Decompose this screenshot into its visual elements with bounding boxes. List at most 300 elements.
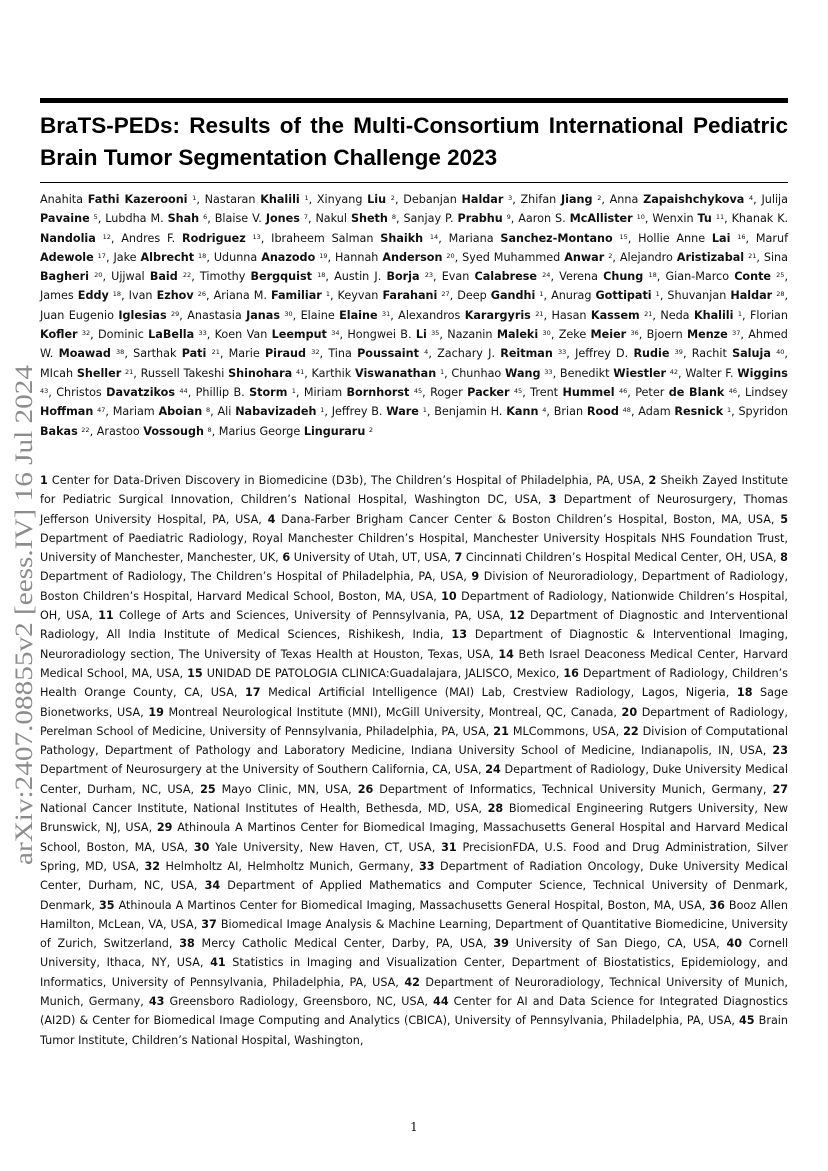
author: [610, 193, 754, 206]
author-given-name: Nazanin: [447, 328, 493, 342]
affiliation-number: 39: [493, 937, 509, 951]
affiliation: [144, 860, 413, 873]
author-given-name: Deep: [457, 289, 487, 303]
author-given-name: Ivan: [128, 289, 153, 303]
affiliation-list: [40, 471, 788, 1050]
affiliation-number: 17: [245, 686, 261, 700]
author: [129, 289, 206, 302]
author: [304, 386, 422, 399]
author-given-name: Hongwei B.: [347, 328, 412, 342]
author: [462, 251, 612, 264]
author-affiliation-mark: 47: [97, 406, 106, 415]
author-affiliation-mark: 3: [508, 194, 513, 202]
author-family-name: Menze: [686, 328, 728, 342]
author: [692, 347, 785, 360]
author-given-name: Marie: [228, 347, 260, 361]
author: [560, 367, 678, 380]
author-given-name: Sina: [763, 250, 788, 264]
author-affiliation-mark: 21: [644, 309, 653, 318]
author-affiliation-mark: 35: [431, 329, 440, 338]
author-affiliation-mark: 11: [715, 213, 725, 222]
author-given-name: Ujjwal: [111, 270, 145, 284]
author-family-name: Sheller: [76, 366, 122, 380]
author-given-name: Khanak K.: [731, 212, 789, 226]
author-family-name: Piraud: [264, 347, 307, 361]
affiliation-text: UNIDAD DE PATOLOGIA CLINICA:Guadalajara, JALISCO, Mexico,: [206, 666, 560, 680]
affiliation: [149, 995, 428, 1008]
author-family-name: LaBella: [148, 328, 195, 342]
affiliation-text: Brain Tumor Institute, Children’s National Hospital, Washington,: [40, 1014, 789, 1047]
author-family-name: Familiar: [271, 289, 322, 303]
author: [434, 405, 546, 418]
author-affiliation-mark: 1: [539, 290, 544, 299]
author: [111, 270, 191, 283]
affiliation-number: 7: [454, 551, 463, 565]
author-family-name: McAllister: [569, 212, 633, 226]
author-given-name: Ariana M.: [213, 289, 267, 303]
author-family-name: Rodriguez: [181, 231, 246, 245]
affiliation-text: Division of Neuroradiology, Department of Radiology, Boston Children’s Hospital, Harvard Medical School, Boston, MA, USA,: [40, 570, 788, 603]
affiliation: [358, 783, 767, 796]
affiliation-text: Athinoula A Martinos Center for Biomedical Imaging, Massachusetts General Hospital and Harvard Medical School, Boston, MA, USA,: [40, 821, 788, 854]
author: [635, 386, 737, 399]
author: [667, 289, 784, 302]
author-affiliation-mark: 31: [381, 309, 391, 318]
affiliation-text: Department of Radiology, Nationwide Children’s Hospital, OH, USA,: [40, 589, 788, 623]
author: [97, 425, 212, 438]
affiliation-text: Cornell University, Ithaca, NY, USA,: [40, 937, 789, 970]
author-given-name: Anurag: [551, 289, 592, 303]
author: [447, 328, 551, 341]
affiliation-text: Department of Radiology, Duke University Medical Center, Durham, NC, USA,: [40, 763, 788, 796]
affiliation-number: 13: [451, 628, 467, 642]
author-affiliation-mark: 8: [391, 213, 396, 222]
affiliation-text: Department of Radiology, Perelman School of Medicine, University of Pennsylvania, Philadelphia, PA, USA,: [40, 705, 788, 738]
affiliation-number: 44: [433, 995, 449, 1009]
affiliation-number: 25: [200, 782, 216, 796]
author: [196, 386, 296, 399]
author-affiliation-mark: 1: [304, 194, 309, 202]
author-given-name: Bjoern: [646, 328, 683, 342]
author: [200, 270, 326, 283]
arxiv-watermark-text: arXiv:2407.08855v2 [eess.IV] 16 Jul 2024: [11, 437, 38, 865]
author: [530, 386, 627, 399]
affiliation: [200, 783, 352, 796]
affiliation-text: Mayo Clinic, MN, USA,: [221, 782, 352, 796]
author-family-name: Anderson: [382, 250, 443, 264]
author-family-name: Haldar: [730, 289, 773, 303]
author-family-name: Khalili: [693, 308, 734, 322]
author-affiliation-mark: 21: [211, 348, 220, 357]
author-family-name: Kassem: [590, 308, 640, 322]
affiliation-number: 42: [404, 975, 420, 989]
author-affiliation-mark: 45: [513, 386, 523, 395]
author-given-name: Peter: [635, 385, 665, 399]
author-given-name: Zeke: [558, 328, 587, 342]
author-given-name: Spyridon: [738, 405, 789, 419]
affiliation-text: Department of Neurosurgery at the University of Southern California, CA, USA,: [40, 763, 482, 777]
affiliation-text: Sheikh Zayed Institute for Pediatric Surgical Innovation, Children’s National Hospital, Washington DC, USA,: [40, 474, 789, 507]
affiliation-text: Biomedical Image Analysis & Machine Learning, Department of Quantitative Biomedicine, University of Zurich, Switzerland,: [40, 917, 788, 951]
author-given-name: Andres F.: [121, 231, 176, 245]
author-given-name: Dominic: [98, 328, 144, 342]
author-affiliation-mark: 1: [737, 309, 742, 318]
affiliation-number: 9: [471, 570, 480, 584]
author-family-name: Conte: [734, 270, 772, 284]
author: [620, 251, 757, 264]
author-affiliation-mark: 10: [636, 213, 645, 222]
author-family-name: Tu: [697, 212, 712, 226]
author-given-name: Wenxin: [652, 212, 694, 226]
author-family-name: Wiggins: [737, 366, 788, 380]
author-family-name: Calabrese: [474, 270, 538, 284]
author: [301, 309, 391, 322]
author-affiliation-mark: 13: [252, 232, 261, 241]
affiliation-text: Department of Paediatric Radiology, Royal Manchester Children’s Hospital, Manchester University Hospitals NHS Foundation Trust, University of Manchester, Manchester, UK,: [40, 531, 788, 565]
affiliation: [282, 551, 450, 564]
affiliation-number: 1: [40, 474, 48, 487]
author-given-name: Gian-Marco: [665, 270, 730, 284]
affiliation-number: 4: [267, 512, 276, 526]
author-affiliation-mark: 17: [97, 251, 106, 260]
author-affiliation-mark: 41: [295, 367, 305, 376]
author-affiliation-mark: 2: [608, 251, 613, 260]
author-given-name: Hollie Anne: [638, 231, 706, 245]
author-affiliation-mark: 18: [317, 271, 326, 280]
author: [334, 270, 433, 283]
title-rule: [40, 182, 788, 183]
author: [403, 193, 512, 206]
author: [551, 309, 652, 322]
author-affiliation-mark: 33: [544, 367, 553, 376]
author-given-name: Neda: [660, 308, 690, 322]
author-given-name: Hasan: [551, 308, 587, 322]
author-family-name: Karargyris: [464, 308, 531, 322]
author-affiliation-mark: 1: [726, 406, 732, 415]
author: [559, 270, 657, 283]
author-family-name: Shaikh: [380, 231, 424, 245]
author-given-name: Nakul: [315, 212, 347, 226]
affiliation-text: MLCommons, USA,: [512, 724, 620, 738]
affiliation-number: 34: [204, 879, 221, 893]
author-given-name: Walter F.: [685, 366, 734, 380]
author: [271, 232, 438, 245]
author: [554, 405, 631, 418]
author-given-name: Benedikt: [559, 366, 610, 380]
affiliation: [40, 474, 644, 487]
author-given-name: Mariam: [112, 405, 155, 419]
author-affiliation-mark: 33: [558, 348, 567, 357]
author-family-name: Jones: [265, 212, 300, 226]
affiliation-number: 21: [493, 724, 509, 738]
affiliation-text: Helmholtz AI, Helmholtz Munich, Germany,: [165, 859, 414, 873]
author-family-name: Chung: [603, 270, 644, 284]
affiliation-number: 41: [210, 956, 226, 970]
affiliation-number: 31: [441, 840, 457, 854]
affiliation-text: Department of Neuroradiology, Technical University of Munich, Munich, Germany,: [40, 975, 788, 1009]
affiliation-number: 16: [563, 666, 579, 680]
author-family-name: Albrecht: [140, 250, 195, 264]
author-family-name: Pavaine: [40, 212, 90, 226]
author-given-name: Maruf: [755, 231, 789, 245]
author-given-name: Miriam: [303, 385, 343, 399]
author: [214, 289, 330, 302]
author-given-name: Lindsey: [745, 385, 788, 399]
affiliation-text: Center for AI and Data Science for Integrated Diagnostics (AI2D) & Center for Biomedical Image Computing and Analytics (CBICA), University of Pennsylvania, Philadelphia, PA, USA,: [40, 995, 788, 1028]
author-given-name: Nastaran: [204, 193, 256, 206]
author-given-name: Debanjan: [403, 193, 457, 206]
affiliation-text: Medical Artificial Intelligence (MAI) Lab, Crestview Radiology, Lagos, Nigeria,: [268, 686, 730, 700]
author-given-name: Syed Muhammed: [462, 250, 561, 264]
author-affiliation-mark: 48: [622, 406, 631, 415]
author: [40, 193, 196, 206]
author: [437, 347, 566, 360]
author-family-name: Reitman: [500, 347, 553, 361]
author-family-name: Gottipati: [595, 289, 652, 303]
author: [449, 232, 628, 245]
author: [98, 328, 207, 341]
affiliation-text: Division of Computational Pathology, Department of Pathology and Laboratory Medicine, Indiana University School of Medicine, Indianapolis, IN, USA,: [40, 724, 788, 758]
affiliation-text: Montreal Neurological Institute (MNI), McGill University, Montreal, QC, Canada,: [168, 705, 617, 719]
author-family-name: Nabavizadeh: [235, 405, 317, 419]
author-given-name: Rachit: [691, 347, 727, 361]
author-affiliation-mark: 1: [320, 406, 325, 415]
author: [442, 270, 551, 283]
author-affiliation-mark: 8: [207, 425, 212, 434]
author-given-name: Jeffrey D.: [575, 347, 629, 361]
author-affiliation-mark: 21: [748, 251, 757, 260]
author-affiliation-mark: 22: [81, 425, 90, 434]
affiliation-number: 27: [772, 782, 789, 796]
author: [403, 212, 510, 225]
author-given-name: Keyvan: [337, 289, 379, 303]
author-family-name: Hoffman: [40, 405, 94, 419]
affiliation-number: 24: [485, 763, 501, 777]
affiliation: [493, 725, 619, 738]
author-family-name: Janas: [246, 308, 280, 322]
author: [214, 251, 328, 264]
affiliation-number: 36: [709, 898, 725, 912]
author-family-name: Li: [415, 328, 427, 342]
author: [133, 347, 220, 360]
author: [559, 328, 639, 341]
author-family-name: Ware: [386, 405, 419, 419]
author-given-name: James: [40, 289, 74, 303]
author-family-name: Kann: [506, 405, 539, 419]
affiliation-text: Yale University, New Haven, CT, USA,: [215, 840, 436, 854]
author-given-name: Benjamin H.: [434, 405, 503, 419]
affiliation-text: Department of Radiation Oncology, Duke University Medical Center, Durham, NC, USA,: [40, 859, 788, 893]
affiliation-number: 43: [148, 995, 165, 1009]
author-given-name: Shuvanjan: [667, 289, 727, 303]
author-given-name: Marius George: [218, 424, 301, 438]
affiliation-number: 15: [187, 666, 203, 680]
affiliation-number: 45: [739, 1014, 755, 1028]
author-affiliation-mark: 21: [535, 309, 544, 318]
affiliation-text: Statistics in Imaging and Visualization Center, Department of Biostatistics, Epidemiology, and Informatics, University of Pennsylvania, Philadelphia, PA, USA,: [40, 956, 788, 989]
affiliation-number: 22: [623, 724, 639, 738]
affiliation: [194, 841, 435, 854]
affiliation-text: Department of Neurosurgery, Thomas Jefferson University Hospital, PA, USA,: [40, 493, 788, 526]
author: [315, 212, 396, 225]
author-given-name: Ali: [217, 405, 232, 419]
affiliation-number: 6: [282, 551, 291, 565]
author-affiliation-mark: 34: [331, 329, 340, 338]
author-affiliation-mark: 1: [192, 194, 197, 202]
author-affiliation-mark: 12: [102, 232, 111, 241]
author-family-name: Maleki: [496, 328, 539, 342]
author: [518, 212, 645, 225]
affiliation-text: Cincinnati Children’s Hospital Medical Center, OH, USA,: [465, 551, 777, 565]
author-affiliation-mark: 38: [116, 348, 125, 357]
author-given-name: Alejandro: [619, 250, 673, 264]
author-given-name: Anahita: [40, 193, 84, 206]
author: [215, 328, 340, 341]
author-affiliation-mark: 37: [732, 329, 741, 338]
author-affiliation-mark: 45: [413, 386, 423, 395]
author-family-name: Vossough: [143, 424, 204, 438]
author-family-name: Jiang: [560, 193, 593, 206]
author-given-name: Sanjay P.: [403, 212, 454, 226]
affiliation: [99, 899, 705, 912]
affiliation-text: Greensboro Radiology, Greensboro, NC, USA,: [169, 995, 428, 1009]
author-family-name: Resnick: [674, 405, 724, 419]
author-given-name: Koen Van: [214, 328, 268, 342]
author-affiliation-mark: 1: [439, 367, 445, 376]
author-affiliation-mark: 29: [171, 309, 180, 318]
author-given-name: Phillip B.: [195, 385, 245, 399]
author-affiliation-mark: 22: [182, 271, 192, 280]
author-family-name: Davatzikos: [106, 385, 176, 399]
author-affiliation-mark: 9: [506, 213, 511, 222]
author: [218, 405, 325, 418]
author: [187, 309, 292, 322]
author: [665, 270, 784, 283]
author: [521, 193, 602, 206]
author-family-name: Sheth: [350, 212, 388, 226]
author-family-name: Iglesias: [118, 308, 167, 322]
author-family-name: Saluja: [732, 347, 771, 361]
affiliation-number: 2: [648, 474, 657, 487]
author-family-name: Poussaint: [357, 347, 419, 361]
author-affiliation-mark: 33: [198, 329, 207, 338]
affiliation-text: PrecisionFDA, U.S. Food and Drug Administration, Silver Spring, MD, USA,: [40, 840, 789, 873]
author-given-name: Udunna: [213, 250, 258, 264]
author-given-name: Jake: [113, 250, 137, 264]
affiliation-text: College of Arts and Sciences, University of Pennsylvania, PA, USA,: [119, 609, 504, 623]
author-given-name: Karthik: [311, 366, 352, 380]
affiliation-number: 5: [780, 512, 789, 526]
author-affiliation-mark: 42: [669, 367, 679, 376]
author-family-name: Farahani: [382, 289, 438, 303]
author-family-name: Viswanathan: [354, 366, 437, 380]
author-affiliation-mark: 1: [291, 386, 296, 395]
author-affiliation-mark: 28: [776, 290, 785, 299]
affiliation-text: University of San Diego, CA, USA,: [515, 937, 720, 951]
affiliation-number: 32: [144, 859, 161, 873]
author-affiliation-mark: 16: [737, 232, 746, 241]
author-family-name: Storm: [249, 385, 288, 399]
author-family-name: Eddy: [77, 289, 109, 303]
author-family-name: Shinohara: [228, 366, 293, 380]
author-affiliation-mark: 30: [542, 329, 551, 338]
affiliation-text: Athinoula A Martinos Center for Biomedical Imaging, Massachusetts General Hospital, Boston, MA, USA,: [118, 898, 706, 912]
author-affiliation-mark: 32: [311, 348, 320, 357]
author-given-name: Mariana: [448, 231, 494, 245]
affiliation-text: Mercy Catholic Medical Center, Darby, PA, USA,: [201, 937, 487, 951]
affiliation: [245, 686, 729, 699]
affiliation-text: Beth Israel Deaconess Medical Center, Harvard Medical School, MA, USA,: [40, 647, 789, 680]
affiliation-number: 28: [487, 802, 504, 816]
author: [638, 232, 745, 245]
author-given-name: Zhifan: [520, 193, 557, 206]
author-given-name: Roger: [430, 385, 463, 399]
author-given-name: Julija: [761, 193, 789, 206]
author-family-name: Rudie: [633, 347, 670, 361]
author: [229, 347, 320, 360]
affiliation-number: 40: [726, 937, 743, 951]
author: [215, 212, 308, 225]
author-affiliation-mark: 4: [542, 406, 547, 415]
author-family-name: Fathi Kazerooni: [87, 193, 188, 206]
author-given-name: Alexandros: [398, 308, 461, 322]
author: [312, 367, 445, 380]
author-affiliation-mark: 30: [284, 309, 293, 318]
author: [40, 289, 121, 302]
author: [457, 289, 543, 302]
author-family-name: Pati: [181, 347, 207, 361]
author-given-name: Blaise V.: [214, 212, 262, 226]
paper-title: BraTS-PEDs: Results of the Multi-Consortium International Pediatric Brain Tumor Segmentation Challenge 2023: [40, 113, 788, 170]
author-affiliation-mark: 18: [198, 251, 207, 260]
author-family-name: Bagheri: [40, 270, 89, 284]
author-family-name: Hummel: [562, 385, 615, 399]
author-family-name: Wiestler: [613, 366, 666, 380]
author-affiliation-mark: 1: [325, 290, 330, 299]
author-given-name: Elaine: [300, 308, 335, 322]
author-affiliation-mark: 26: [197, 290, 206, 299]
author: [105, 212, 207, 225]
author-family-name: de Blank: [668, 385, 725, 399]
author-given-name: Trent: [530, 385, 559, 399]
author: [430, 386, 522, 399]
author-family-name: Elaine: [339, 308, 378, 322]
author: [638, 405, 731, 418]
author-family-name: Shah: [167, 212, 200, 226]
author: [141, 367, 305, 380]
author-affiliation-mark: 1: [655, 290, 660, 299]
affiliation: [179, 937, 486, 950]
author-family-name: Bornhorst: [346, 385, 410, 399]
author-affiliation-mark: 44: [179, 386, 188, 395]
author-given-name: Chunhao: [451, 366, 502, 380]
author-given-name: Zachary J.: [437, 347, 496, 361]
author-family-name: Aristizabal: [676, 250, 745, 264]
author-given-name: MIcah: [40, 366, 74, 380]
author-family-name: Wang: [505, 366, 541, 380]
author-affiliation-mark: 5: [93, 213, 98, 222]
author-given-name: Juan Eugenio: [40, 308, 114, 322]
affiliation-number: 30: [193, 840, 210, 854]
affiliation-text: Department of Diagnostic & Interventional Imaging, Neuroradiology section, The University of Texas Health at Houston, Texas, USA,: [40, 628, 789, 661]
author-family-name: Meier: [590, 328, 627, 342]
affiliation: [148, 706, 617, 719]
author-affiliation-mark: 40: [776, 348, 785, 357]
author-affiliation-mark: 36: [630, 329, 639, 338]
author-given-name: Florian: [749, 308, 788, 322]
author-given-name: Arastoo: [96, 424, 140, 438]
author-family-name: Moawad: [58, 347, 111, 361]
